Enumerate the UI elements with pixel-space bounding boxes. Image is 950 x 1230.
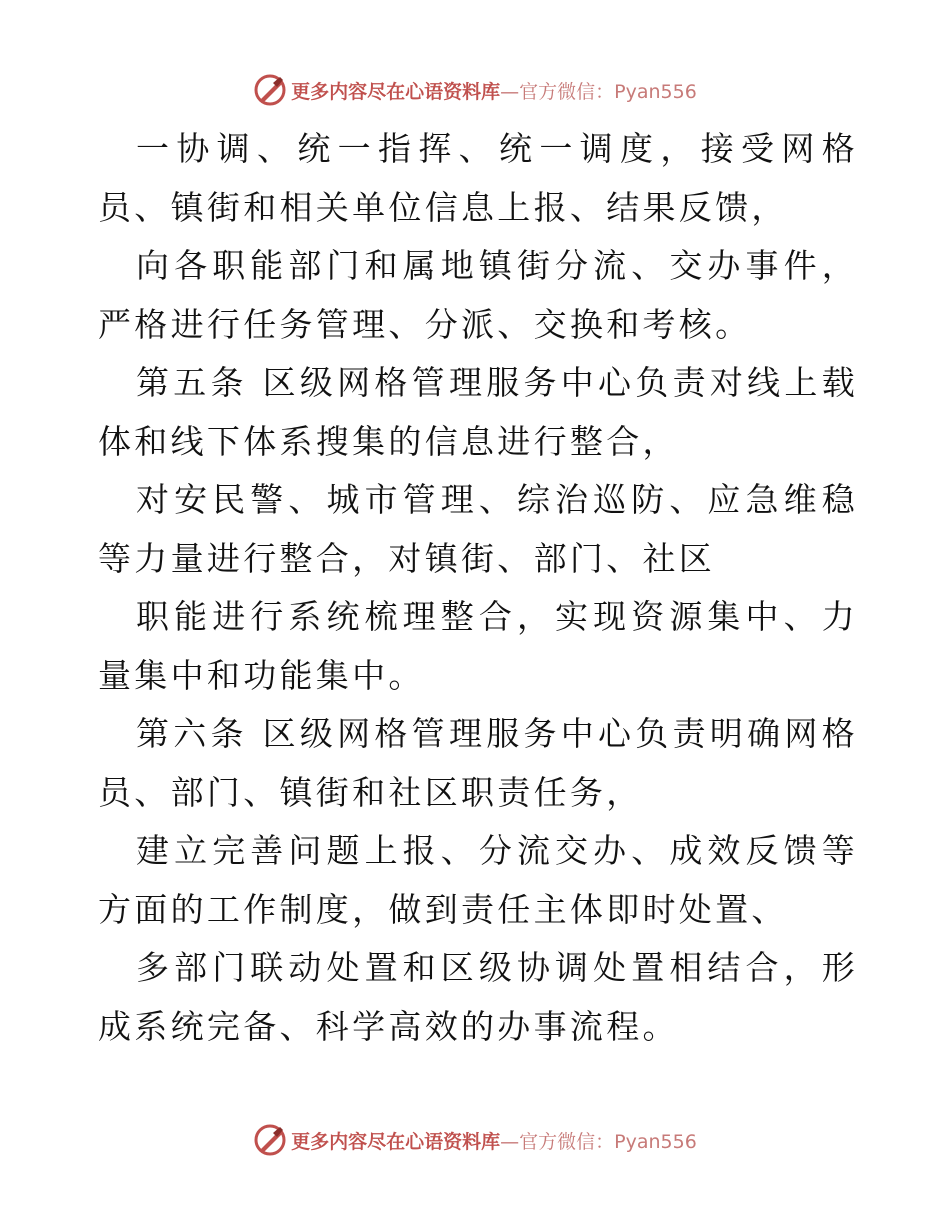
paragraph: 第五条 区级网格管理服务中心负责对线上载体和线下体系搜集的信息进行整合，	[98, 363, 858, 461]
header-watermark	[0, 70, 950, 110]
paragraph: 职能进行系统梳理整合，实现资源集中、力量集中和功能集中。	[98, 597, 858, 695]
quill-pen-icon	[253, 1123, 287, 1157]
watermark-sub-text: —官方微信：Pyan556	[500, 80, 697, 103]
watermark-main-text: 更多内容尽在心语资料库	[291, 1130, 501, 1153]
watermark-sub-text: —官方微信：Pyan556	[500, 1130, 697, 1153]
paragraph: 多部门联动处置和区级协调处置相结合，形成系统完备、科学高效的办事流程。	[98, 948, 858, 1046]
document-body	[98, 120, 858, 1056]
footer-watermark	[0, 1120, 950, 1160]
quill-pen-icon	[253, 73, 287, 107]
watermark-main-text: 更多内容尽在心语资料库	[291, 80, 501, 103]
paragraph: 向各职能部门和属地镇街分流、交办事件，严格进行任务管理、分派、交换和考核。	[98, 246, 858, 344]
paragraph: 一协调、统一指挥、统一调度，接受网格员、镇街和相关单位信息上报、结果反馈，	[98, 129, 858, 227]
paragraph: 对安民警、城市管理、综治巡防、应急维稳等力量进行整合，对镇街、部门、社区	[98, 480, 858, 578]
paragraph: 第六条 区级网格管理服务中心负责明确网格员、部门、镇街和社区职责任务，	[98, 714, 858, 812]
paragraph: 建立完善问题上报、分流交办、成效反馈等方面的工作制度，做到责任主体即时处置、	[98, 831, 858, 929]
